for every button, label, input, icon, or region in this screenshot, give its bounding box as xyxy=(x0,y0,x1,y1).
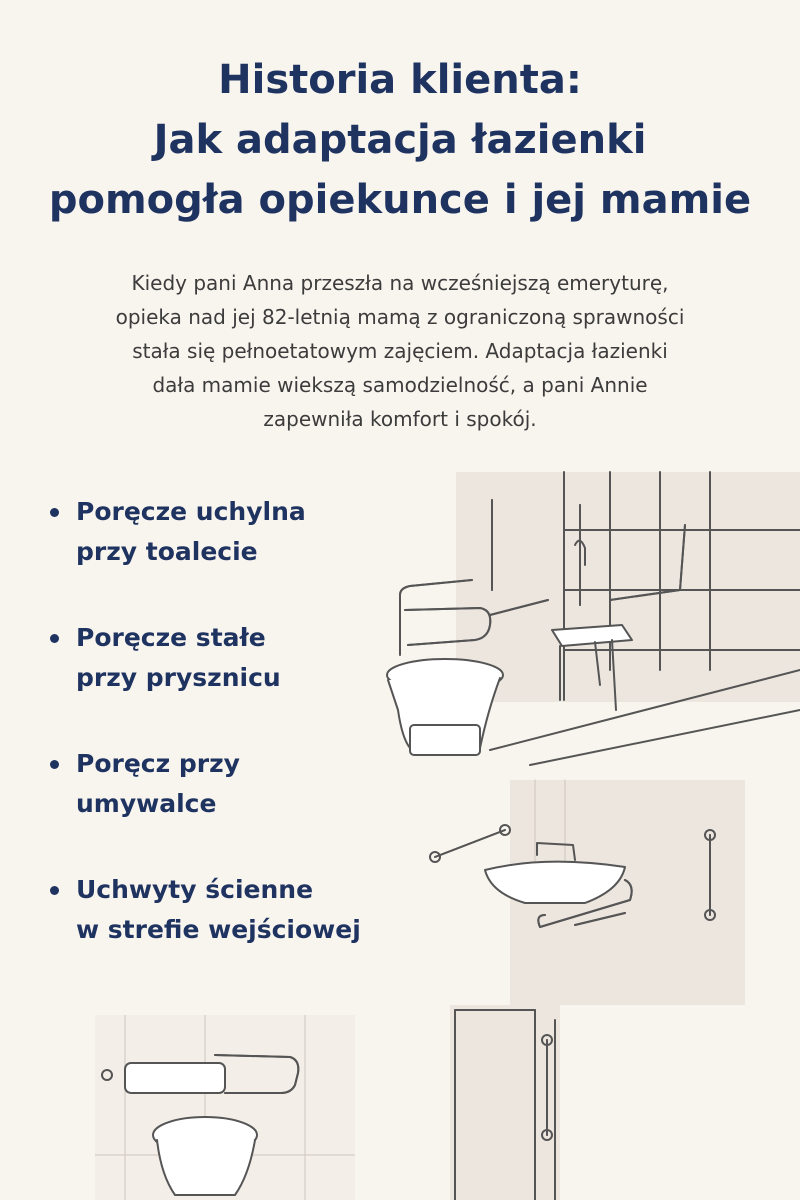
feature-item xyxy=(44,870,384,950)
feature-text: Uchwyty ścienne xyxy=(76,875,314,904)
washbasin-grab-bars-illustration xyxy=(425,775,745,1015)
intro-line: opieka nad jej 82-letnią mamą z ograniczoną sprawności xyxy=(115,305,685,329)
bullet-icon xyxy=(50,760,59,769)
bullet-icon xyxy=(50,508,59,517)
intro-line: dała mamie wiekszą samodzielność, a pani Annie xyxy=(152,373,648,397)
bullet-icon xyxy=(50,634,59,643)
feature-text: Poręcze stałe xyxy=(76,623,266,652)
feature-text: umywalce xyxy=(76,789,217,818)
feature-text: w strefie wejściowej xyxy=(76,915,361,944)
intro-line: zapewniła komfort i spokój. xyxy=(263,407,537,431)
toilet-shower-grab-bars-illustration xyxy=(380,470,800,770)
feature-text: przy toalecie xyxy=(76,537,258,566)
title-line-3: pomogła opiekunce i jej mamie xyxy=(48,177,752,223)
bullet-icon xyxy=(50,886,59,895)
page-title xyxy=(0,50,800,230)
feature-item xyxy=(44,492,384,572)
title-line-1: Historia klienta: xyxy=(218,57,582,103)
intro-line: stała się pełnoetatowym zajęciem. Adaptacja łazienki xyxy=(132,339,668,363)
doorway-grab-bar-illustration xyxy=(445,1000,575,1200)
feature-text: Poręcze uchylna xyxy=(76,497,306,526)
feature-text: przy prysznicu xyxy=(76,663,281,692)
feature-item xyxy=(44,744,384,824)
feature-text: Poręcz przy xyxy=(76,749,240,778)
toilet-wall-grab-bar-illustration xyxy=(95,1015,355,1200)
feature-list xyxy=(44,492,384,996)
feature-item xyxy=(44,618,384,698)
title-line-2: Jak adaptacja łazienki xyxy=(153,117,647,163)
intro-paragraph xyxy=(40,266,760,436)
intro-line: Kiedy pani Anna przeszła na wcześniejszą emeryturę, xyxy=(131,271,669,295)
